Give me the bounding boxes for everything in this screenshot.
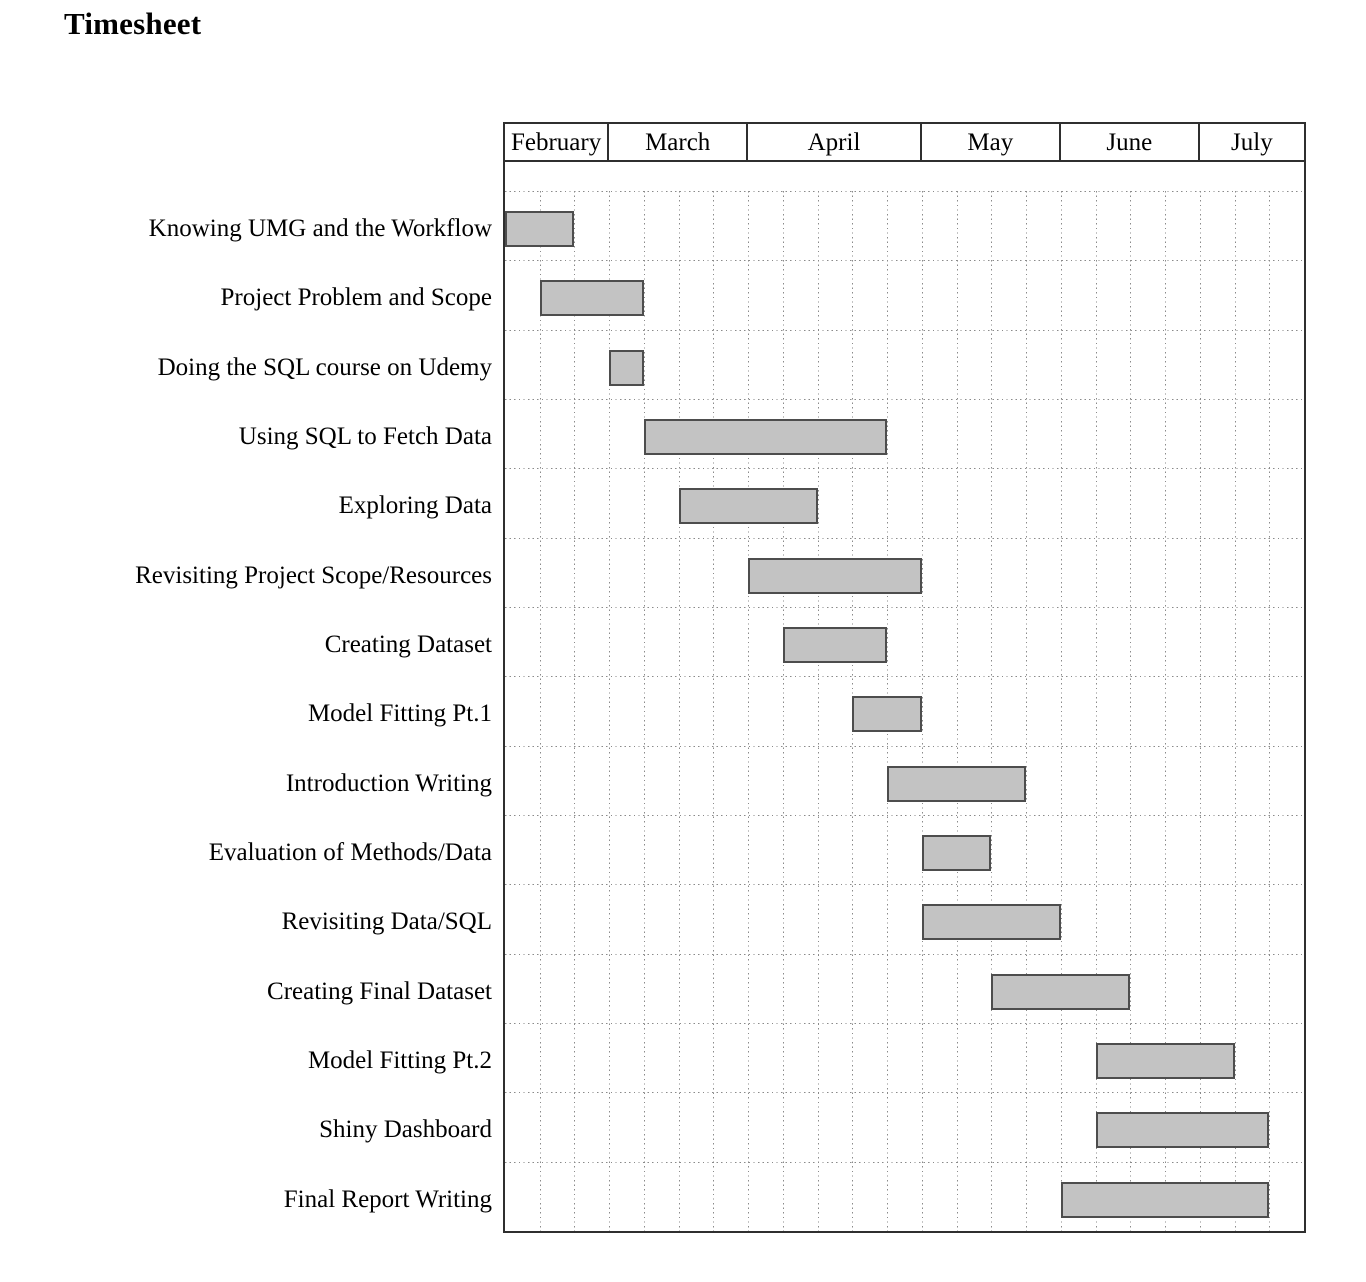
plot-area [505,162,1304,1231]
page-title: Timesheet [64,6,202,41]
grid-hline [505,954,1304,955]
task-label: Introduction Writing [285,769,492,797]
task-label: Exploring Data [338,492,492,520]
month-header-april: April [748,124,922,160]
gantt-bar [852,696,921,732]
month-header-june: June [1061,124,1200,160]
gantt-bar [991,974,1130,1010]
month-header-march: March [609,124,748,160]
grid-vline [540,191,541,1231]
grid-vline [679,191,680,1231]
grid-vline [713,191,714,1231]
gantt-bar [783,627,887,663]
task-label: Shiny Dashboard [319,1116,492,1144]
grid-hline [505,260,1304,261]
grid-hline [505,538,1304,539]
task-label: Model Fitting Pt.1 [307,700,492,728]
grid-vline [1026,191,1027,1231]
grid-hline [505,884,1304,885]
gantt-bar [1061,1182,1269,1218]
grid-hline [505,746,1304,747]
month-header-may: May [922,124,1061,160]
grid-hline [505,815,1304,816]
grid-hline [505,330,1304,331]
grid-hline [505,191,1304,192]
grid-hline [505,676,1304,677]
gantt-bar [887,766,1026,802]
grid-vline [748,191,749,1231]
grid-vline [609,191,610,1231]
task-label: Model Fitting Pt.2 [307,1047,492,1075]
grid-vline [1269,191,1270,1231]
task-label: Creating Final Dataset [267,977,492,1005]
gantt-chart [503,122,1306,1233]
grid-hline [505,468,1304,469]
grid-hline [505,607,1304,608]
task-label: Final Report Writing [283,1185,492,1213]
grid-hline [505,1023,1304,1024]
task-label-column [0,162,492,1231]
grid-vline [574,191,575,1231]
task-label: Revisiting Project Scope/Resources [135,561,492,589]
task-label: Creating Dataset [324,631,492,659]
task-label: Doing the SQL course on Udemy [157,353,492,381]
grid-vline [922,191,923,1231]
task-label: Using SQL to Fetch Data [238,423,492,451]
grid-hline [505,399,1304,400]
month-header-february: February [505,124,609,160]
gantt-bar [922,835,991,871]
gantt-bar [540,280,644,316]
task-label: Project Problem and Scope [220,284,492,312]
grid-vline [1061,191,1062,1231]
task-label: Revisiting Data/SQL [281,908,492,936]
gantt-bar [1096,1112,1270,1148]
gantt-bar [748,558,922,594]
gantt-bar [609,350,644,386]
gantt-bar [679,488,818,524]
gantt-bar [922,904,1061,940]
gantt-bar [505,211,574,247]
grid-vline [818,191,819,1231]
grid-vline [783,191,784,1231]
grid-vline [1235,191,1236,1231]
grid-vline [991,191,992,1231]
grid-vline [644,191,645,1231]
month-header-row [505,122,1304,162]
grid-hline [505,1092,1304,1093]
grid-hline [505,1162,1304,1163]
gantt-bar [644,419,887,455]
grid-vline [957,191,958,1231]
task-label: Evaluation of Methods/Data [208,839,492,867]
task-label: Knowing UMG and the Workflow [148,215,492,243]
month-header-july: July [1231,128,1273,156]
gantt-bar [1096,1043,1235,1079]
